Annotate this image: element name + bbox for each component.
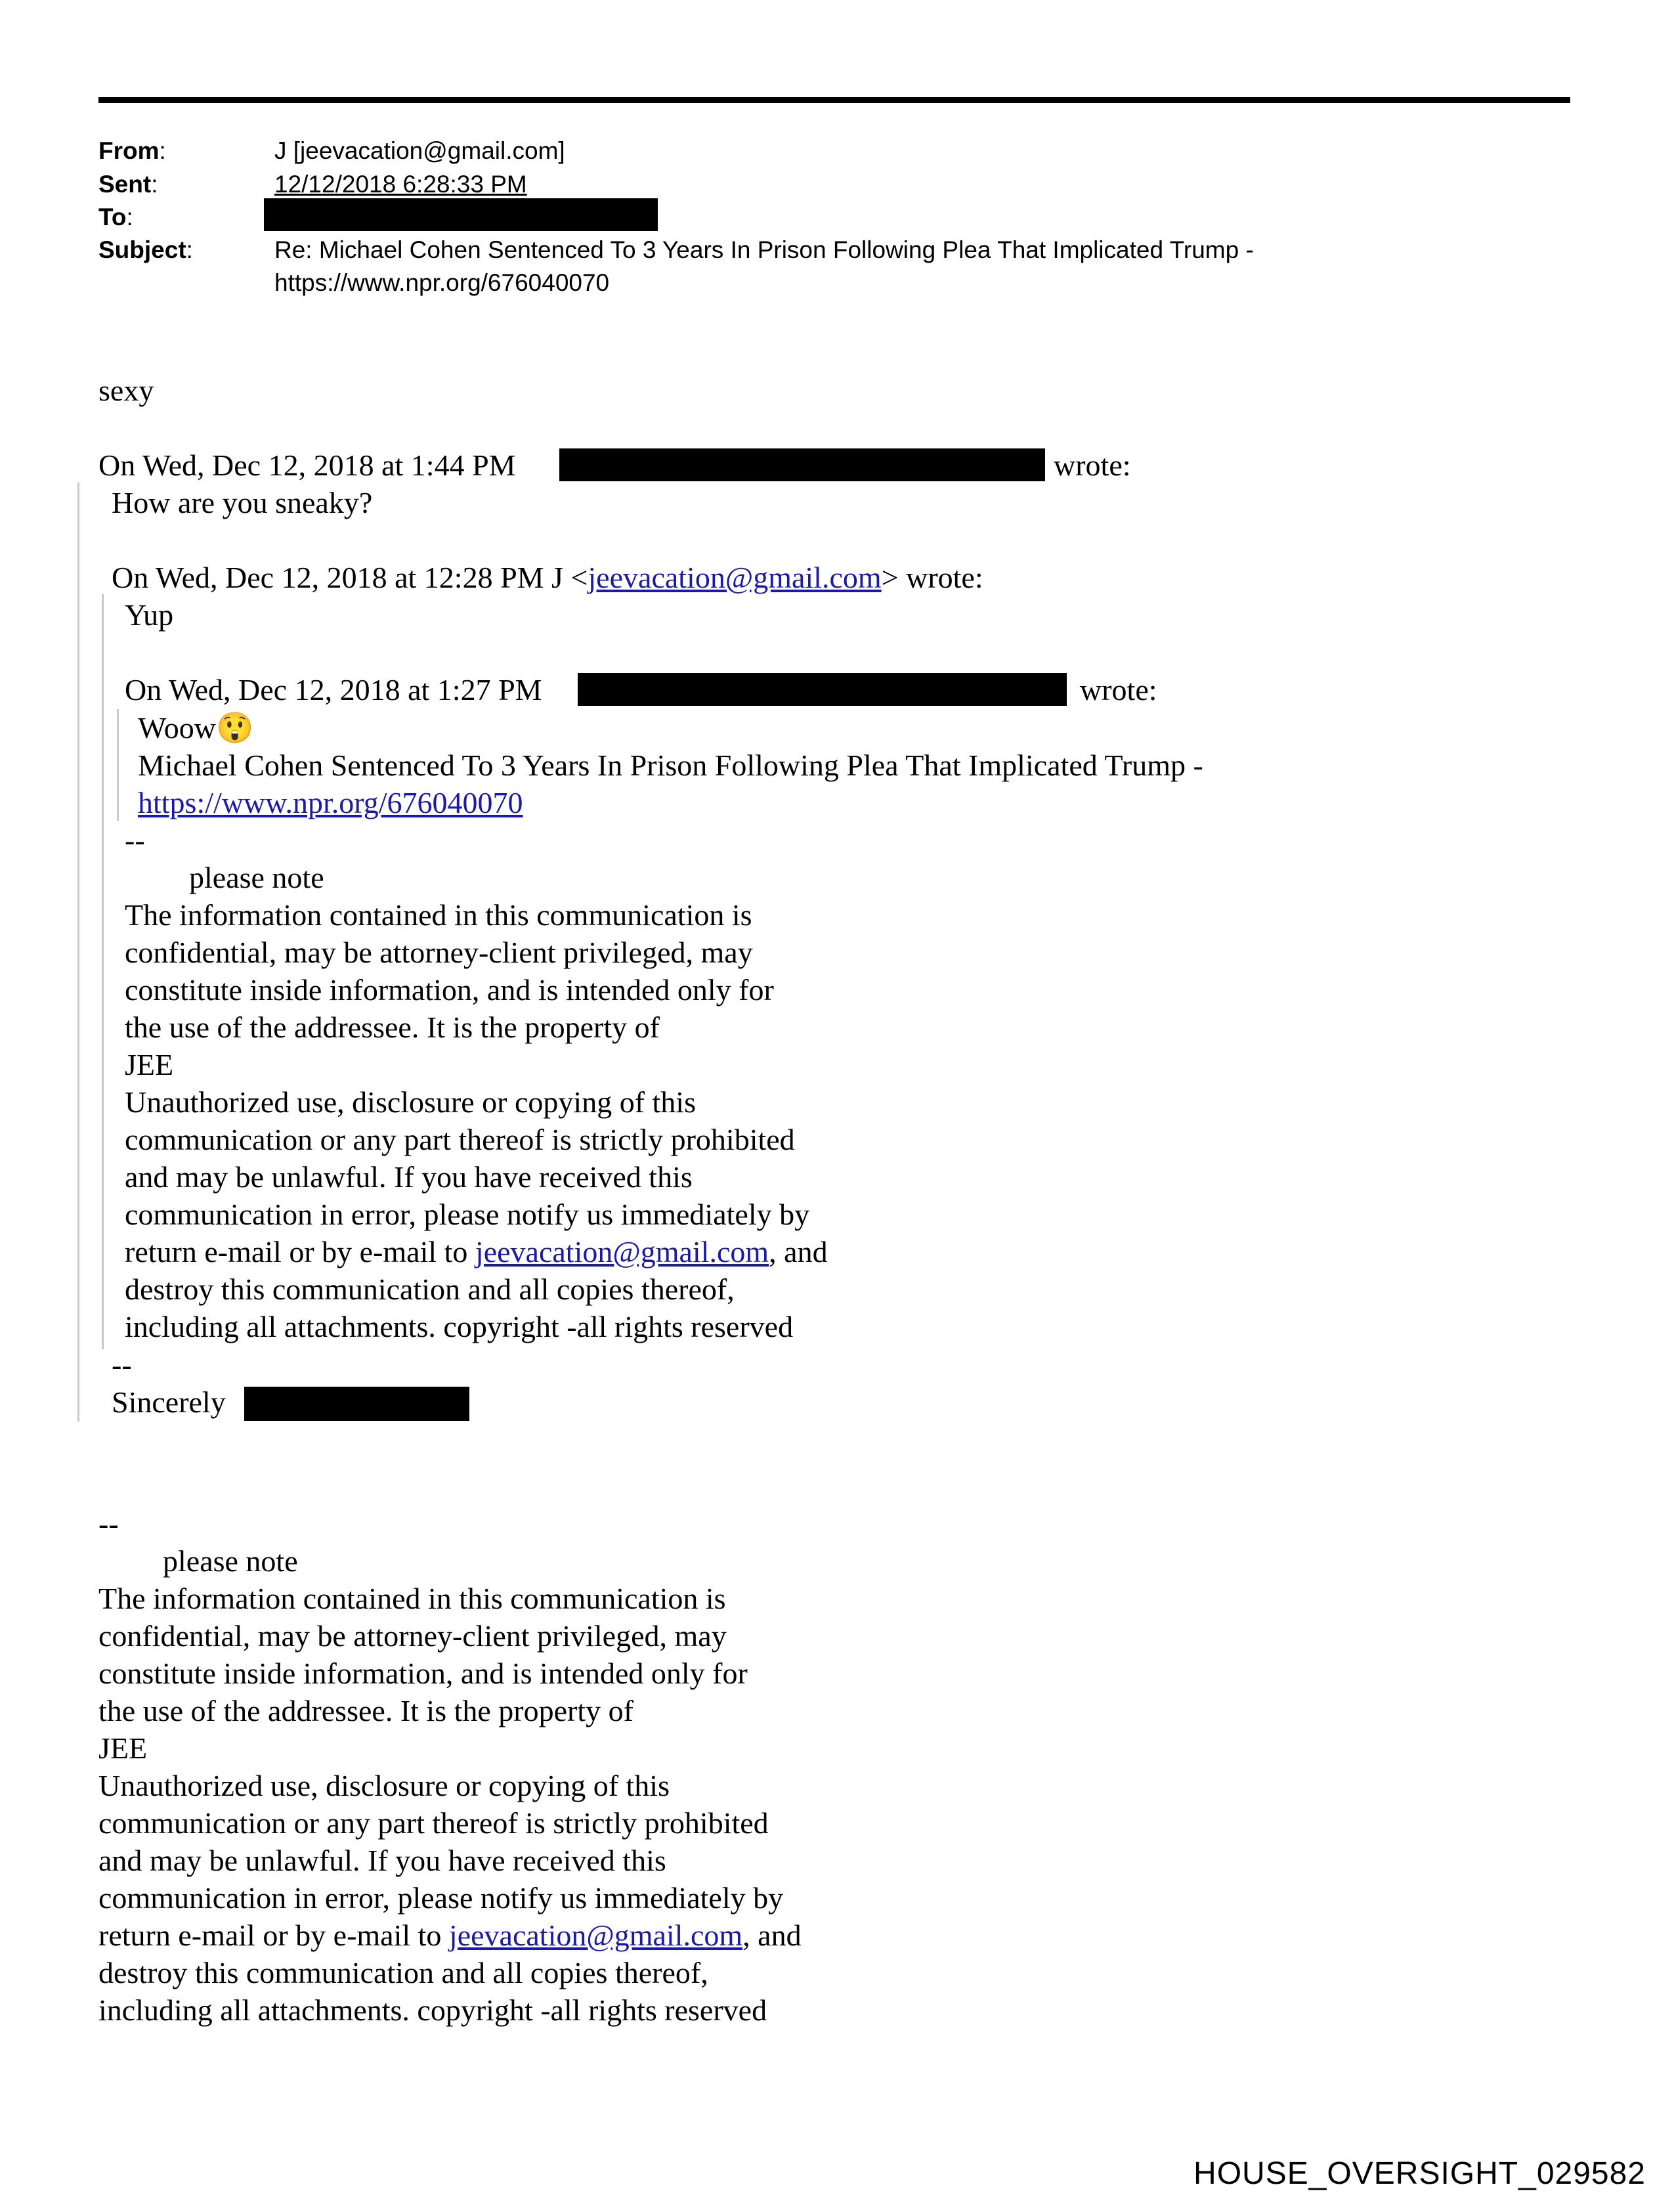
from-value: J [jeevacation@gmail.com] (274, 137, 565, 164)
disclaimer-line: the use of the addressee. It is the property of (125, 1010, 660, 1044)
quote2-email-link[interactable]: jeevacation@gmail.com (588, 561, 882, 594)
disclaimer-line: and may be unlawful. If you have received this (125, 1160, 693, 1194)
disclaimer-line: The information contained in this communication is (125, 898, 752, 932)
signature-separator: -- (112, 1348, 132, 1381)
inner-disclaimer (125, 821, 828, 1345)
disclaimer-email-link[interactable]: jeevacation@gmail.com (475, 1235, 769, 1269)
signature-redaction (244, 1387, 469, 1421)
inner-note: please note (189, 861, 324, 894)
disclaimer-line: the use of the addressee. It is the property of (98, 1694, 633, 1727)
disclaimer-line: communication or any part thereof is strictly prohibited (98, 1806, 769, 1840)
subject-line-2: https://www.npr.org/676040070 (274, 269, 610, 296)
quote3-attribution: On Wed, Dec 12, 2018 at 1:27 PM (125, 673, 542, 706)
from-label: From: (98, 137, 166, 164)
quote1-attribution: On Wed, Dec 12, 2018 at 1:44 PM (98, 448, 516, 482)
outer-disclaimer (98, 1505, 802, 2029)
disclaimer-line: including all attachments. copyright -all rights reserved (98, 1993, 767, 2027)
document-id: HOUSE_OVERSIGHT_029582 (1193, 2156, 1646, 2191)
outer-note: please note (163, 1544, 298, 1578)
disclaimer-line: communication in error, please notify us immediately by (98, 1881, 784, 1915)
quote3-bar (117, 709, 119, 821)
disclaimer-line: communication in error, please notify us immediately by (125, 1198, 810, 1231)
quote1-bar (77, 483, 79, 1421)
quote3-line2: Michael Cohen Sentenced To 3 Years In Prison Following Plea That Implicated Trump - (138, 748, 1203, 782)
disclaimer-line: The information contained in this communication is (98, 1582, 726, 1615)
disclaimer-line: destroy this communication and all copies thereof, (125, 1272, 735, 1306)
npr-article-link[interactable]: https://www.npr.org/676040070 (138, 786, 523, 819)
sent-label: Sent: (98, 171, 158, 198)
disclaimer-line: JEE (98, 1731, 148, 1765)
quote1-wrote: wrote: (1054, 448, 1131, 482)
quote3-link-line (138, 784, 523, 821)
subject-label: Subject: (98, 236, 193, 263)
to-label: To: (98, 204, 133, 230)
disclaimer-line: confidential, may be attorney-client privileged, may (125, 936, 753, 969)
signature-text: Sincerely (112, 1385, 226, 1419)
inner-separator: -- (125, 823, 145, 857)
sent-value: 12/12/2018 6:28:33 PM (274, 171, 527, 198)
quote2-bar (102, 594, 104, 1349)
disclaimer-line: JEE (125, 1048, 174, 1081)
disclaimer-line: Unauthorized use, disclosure or copying of this (98, 1769, 670, 1802)
quote3-line1: Woow😲 (138, 711, 254, 745)
quote1-text: How are you sneaky? (112, 486, 373, 519)
disclaimer-line: constitute inside information, and is intended only for (98, 1657, 748, 1690)
quote3-sender-redaction (578, 673, 1067, 706)
subject-line-1: Re: Michael Cohen Sentenced To 3 Years In Prison Following Plea That Implicated Trump - (274, 236, 1254, 263)
disclaimer-email-link[interactable]: jeevacation@gmail.com (448, 1919, 743, 1952)
disclaimer-line: Unauthorized use, disclosure or copying of this (125, 1085, 696, 1119)
disclaimer-line: and may be unlawful. If you have received this (98, 1844, 666, 1877)
reply-text: sexy (98, 374, 154, 407)
disclaimer-email-line: return e-mail or by e-mail to jeevacation@gmail.com, and (98, 1919, 802, 1952)
to-redaction (264, 198, 658, 231)
quote2-attribution: On Wed, Dec 12, 2018 at 12:28 PM J <jeevacation@gmail.com> wrote: (112, 561, 983, 594)
quote2-text: Yup (125, 598, 174, 632)
disclaimer-line: including all attachments. copyright -all rights reserved (125, 1310, 794, 1343)
outer-separator: -- (98, 1507, 119, 1540)
quote3-wrote: wrote: (1080, 673, 1157, 706)
disclaimer-line: communication or any part thereof is strictly prohibited (125, 1123, 795, 1156)
disclaimer-email-line: return e-mail or by e-mail to jeevacation@gmail.com, and (125, 1235, 828, 1269)
header-rule (98, 97, 1570, 103)
astonished-face-icon: 😲 (215, 711, 254, 745)
disclaimer-line: confidential, may be attorney-client privileged, may (98, 1619, 727, 1653)
disclaimer-line: destroy this communication and all copies thereof, (98, 1956, 708, 1989)
quote1-sender-redaction (559, 448, 1045, 481)
disclaimer-line: constitute inside information, and is intended only for (125, 973, 774, 1007)
